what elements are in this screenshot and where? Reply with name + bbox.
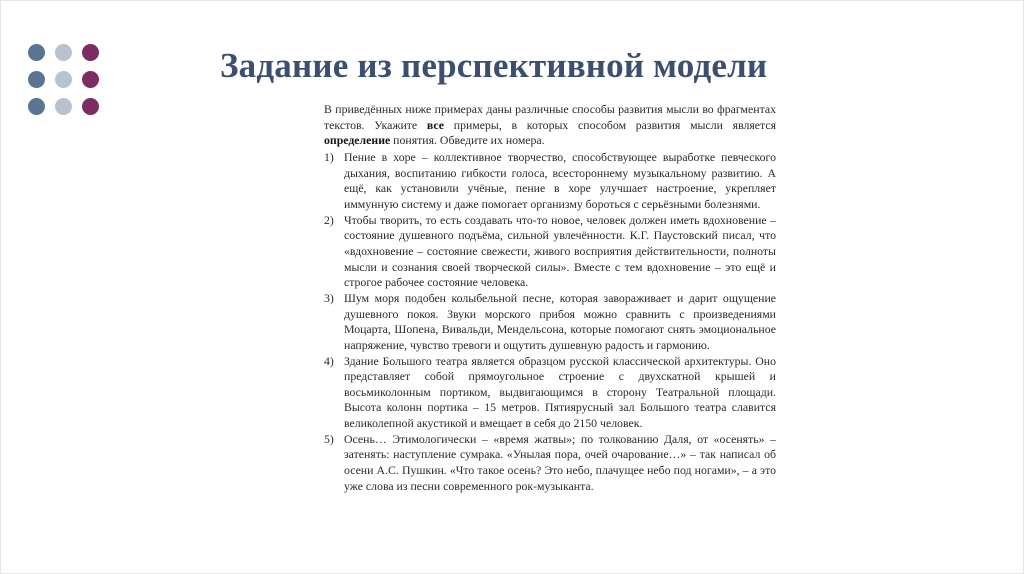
list-item bbox=[324, 291, 776, 354]
item-text: Пение в хоре – коллективное творчество, способствующее выработке певческого дыхания, воспитанию гибкости голоса, всестороннему музыкальному развитию. А ещё, как установили учёные, пение в хоре улучшает настроение, укрепляет иммунную систему и даже помогает организму бороться с серьёзными болезнями. bbox=[344, 149, 776, 211]
dot bbox=[55, 71, 72, 88]
list-item bbox=[324, 150, 776, 213]
dot bbox=[28, 44, 45, 61]
item-number: 2) bbox=[324, 212, 334, 227]
dot bbox=[82, 71, 99, 88]
list-item bbox=[324, 432, 776, 495]
dot bbox=[55, 44, 72, 61]
dot bbox=[28, 71, 45, 88]
intro-text: понятия. Обведите их номера. bbox=[390, 133, 545, 148]
item-number: 5) bbox=[324, 431, 334, 446]
intro-text: примеры, в которых способом развития мысли является bbox=[444, 117, 776, 132]
dot bbox=[82, 44, 99, 61]
intro-text: В приведённых ниже примерах даны различные способы развития мысли во фрагментах текстов. Укажите bbox=[324, 102, 776, 132]
task-document bbox=[324, 102, 776, 494]
list-item bbox=[324, 213, 776, 291]
intro-emphasis: определение bbox=[324, 133, 391, 148]
item-number: 3) bbox=[324, 290, 334, 305]
item-text: Здание Большого театра является образцом русской классической архитектуры. Оно представляет собой прямоугольное строение с двухскатной крышей и восьмиколонным портиком, выдвигающимся в сторону Театральной площади. Высота колонн портика – 15 метров. Пятиярусный зал Большого театра славится великолепной акустикой и вмещает в себя до 2150 человек. bbox=[344, 353, 776, 431]
intro-emphasis: все bbox=[426, 117, 445, 132]
task-instructions bbox=[324, 102, 776, 149]
dot bbox=[82, 98, 99, 115]
slide-title: Задание из перспективной модели bbox=[220, 46, 768, 85]
examples-list bbox=[324, 150, 776, 494]
item-text: Осень… Этимологически – «время жатвы»; по толкованию Даля, от «осенять» – затенять: наступление сумрака. «Унылая пора, очей очарование…» – так написал об осени А.С. Пушкин. «Что такое осень? Это небо, плачущее небо под ногами», – а это уже слова из песни современного рок-музыканта. bbox=[344, 431, 776, 493]
list-item bbox=[324, 354, 776, 432]
item-number: 1) bbox=[324, 149, 334, 164]
dot bbox=[55, 98, 72, 115]
item-text: Чтобы творить, то есть создавать что-то новое, человек должен иметь вдохновение – состояние душевного подъёма, сильной увлечённости. К.Г. Паустовский писал, что «вдохновение – состояние свежести, живого восприятия действительности, полноты мысли и сознания своей творческой силы». Вместе с тем вдохновение – это ещё и строгое рабочее состояние человека. bbox=[344, 212, 776, 290]
decorative-dots bbox=[28, 44, 100, 116]
item-text: Шум моря подобен колыбельной песне, которая завораживает и дарит ощущение душевного покоя. Звуки морского прибоя можно сравнить с произведениями Моцарта, Шопена, Вивальди, Мендельсона, которые помогают снять эмоциональное напряжение, чувство тревоги и ощутить душевную радость и гармонию. bbox=[344, 290, 776, 352]
dot bbox=[28, 98, 45, 115]
item-number: 4) bbox=[324, 353, 334, 368]
